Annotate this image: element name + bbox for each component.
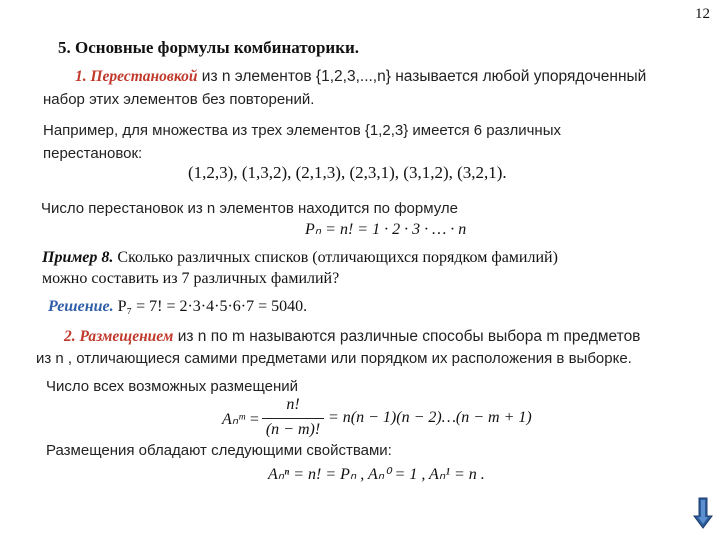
arrangement-term: 2. Размещением — [64, 328, 174, 345]
arrangement-formula-lhs: Aₙᵐ = — [222, 411, 260, 428]
permutation-definition-line2: набор этих элементов без повторений. — [43, 91, 315, 108]
permutation-example-line2: перестановок: — [43, 145, 143, 162]
example8-solution — [48, 298, 307, 316]
example8-label: Пример 8. — [42, 249, 114, 266]
arrangement-formula-rhs: = n(n − 1)(n − 2)…(n − m + 1) — [328, 409, 532, 426]
down-arrow-icon[interactable] — [693, 497, 713, 534]
solution-label: Решение. — [48, 298, 114, 315]
page-number: 12 — [695, 6, 710, 22]
arrangement-definition-line1 — [64, 328, 640, 346]
permutation-formula: Pₙ = n! = 1 · 2 · 3 · … · n — [305, 221, 467, 238]
example8-line2: можно составить из 7 различных фамилий? — [42, 270, 340, 287]
arrangement-definition-text: из n по m называются различные способы выбора m предметов — [177, 328, 641, 345]
permutation-list: (1,2,3), (1,3,2), (2,1,3), (2,3,1), (3,1,2), (3,2,1). — [188, 163, 507, 182]
permutation-definition-text: из n элементов {1,2,3,...,n} называется любой упорядоченный — [201, 68, 647, 85]
permutation-term: 1. Перестановкой — [75, 68, 198, 85]
arrangement-definition-line2: из n , отличающиеся самими предметами или порядком их расположения в выборке. — [36, 350, 632, 367]
arrangement-count-text: Число всех возможных размещений — [46, 378, 298, 395]
fraction-bar — [262, 418, 324, 419]
section-title: 5. Основные формулы комбинаторики. — [58, 38, 360, 57]
example8-question-line1: Сколько различных списков (отличающихся порядком фамилий) — [117, 249, 558, 266]
arrangement-properties: Aₙⁿ = n! = Pₙ , Aₙ⁰ = 1 , Aₙ¹ = n . — [268, 466, 485, 483]
arrangement-formula-denominator: (n − m)! — [265, 421, 321, 438]
solution-formula: P₇ = 7! = 2·3·4·5·6·7 = 5040. — [117, 298, 308, 315]
permutation-count-text: Число перестановок из n элементов находится по формуле — [41, 200, 458, 217]
arrangement-formula-numerator: n! — [286, 396, 300, 413]
permutation-definition-line1 — [75, 68, 646, 86]
arrangement-properties-text: Размещения обладают следующими свойствами: — [46, 442, 392, 459]
permutation-example-line1: Например, для множества из трех элементов {1,2,3} имеется 6 различных — [43, 122, 561, 139]
example8-line1 — [42, 249, 558, 267]
